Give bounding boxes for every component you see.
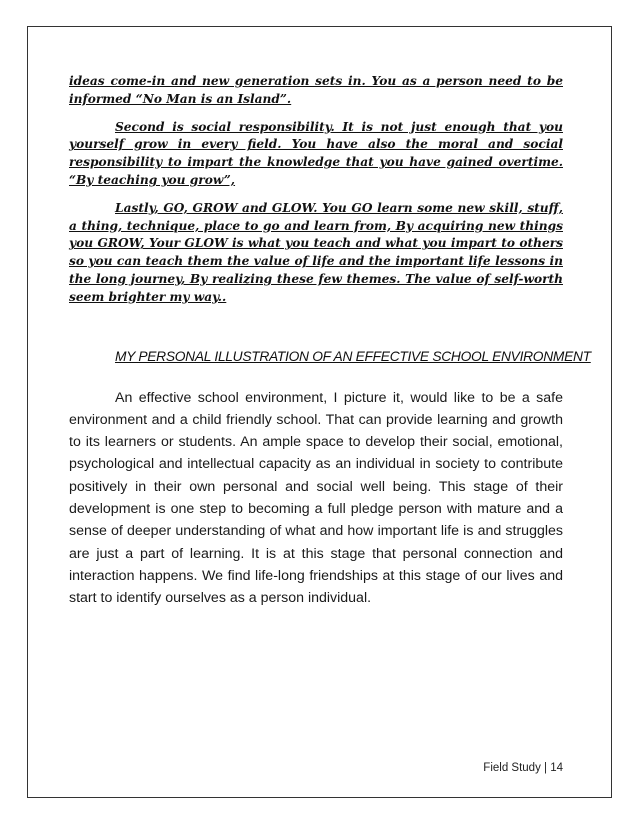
page-footer: Field Study | 14 bbox=[483, 762, 563, 774]
paragraph-school-environment: An effective school environment, I picture it, would like to be a safe environment and a child friendly school. That can provide learning and growth to its learners or students. An ample space to develop their social, emotional, psychological and intellectual capacity as an individual in society to contribute positively in their own personal and social well being. This stage of their development is one step to becoming a full pledge person with mature and a sense of deeper understanding of what and how important life is and struggles are just a part of learning. It is at this stage that personal connection and interaction happens. We find life-long friendships at this stage of our lives and start to identify ourselves as a person individual. bbox=[69, 389, 563, 607]
page-content bbox=[69, 73, 591, 610]
paragraph-go-grow-glow: Lastly, GO, GROW and GLOW. You GO learn some new skill, stuff, a thing, technique, place to go and learn from, By acquiring new things you GROW, Your GLOW is what you teach and what you impart to others so you can teach them the value of life and the important life lessons in the long journey, By realizing these few themes. The value of self-worth seem brighter my way.. bbox=[69, 200, 563, 304]
section-heading: MY PERSONAL ILLUSTRATION OF AN EFFECTIVE SCHOOL ENVIRONMENT bbox=[115, 348, 591, 364]
paragraph-continuation: ideas come-in and new generation sets in. You as a person need to be informed “No Man is an Island”. bbox=[69, 74, 563, 106]
paragraph-social-responsibility: Second is social responsibility. It is not just enough that you yourself grow in every field. You have also the moral and social responsibility to impart the knowledge that you have gained overtime. “By teaching you grow”, bbox=[69, 119, 563, 187]
